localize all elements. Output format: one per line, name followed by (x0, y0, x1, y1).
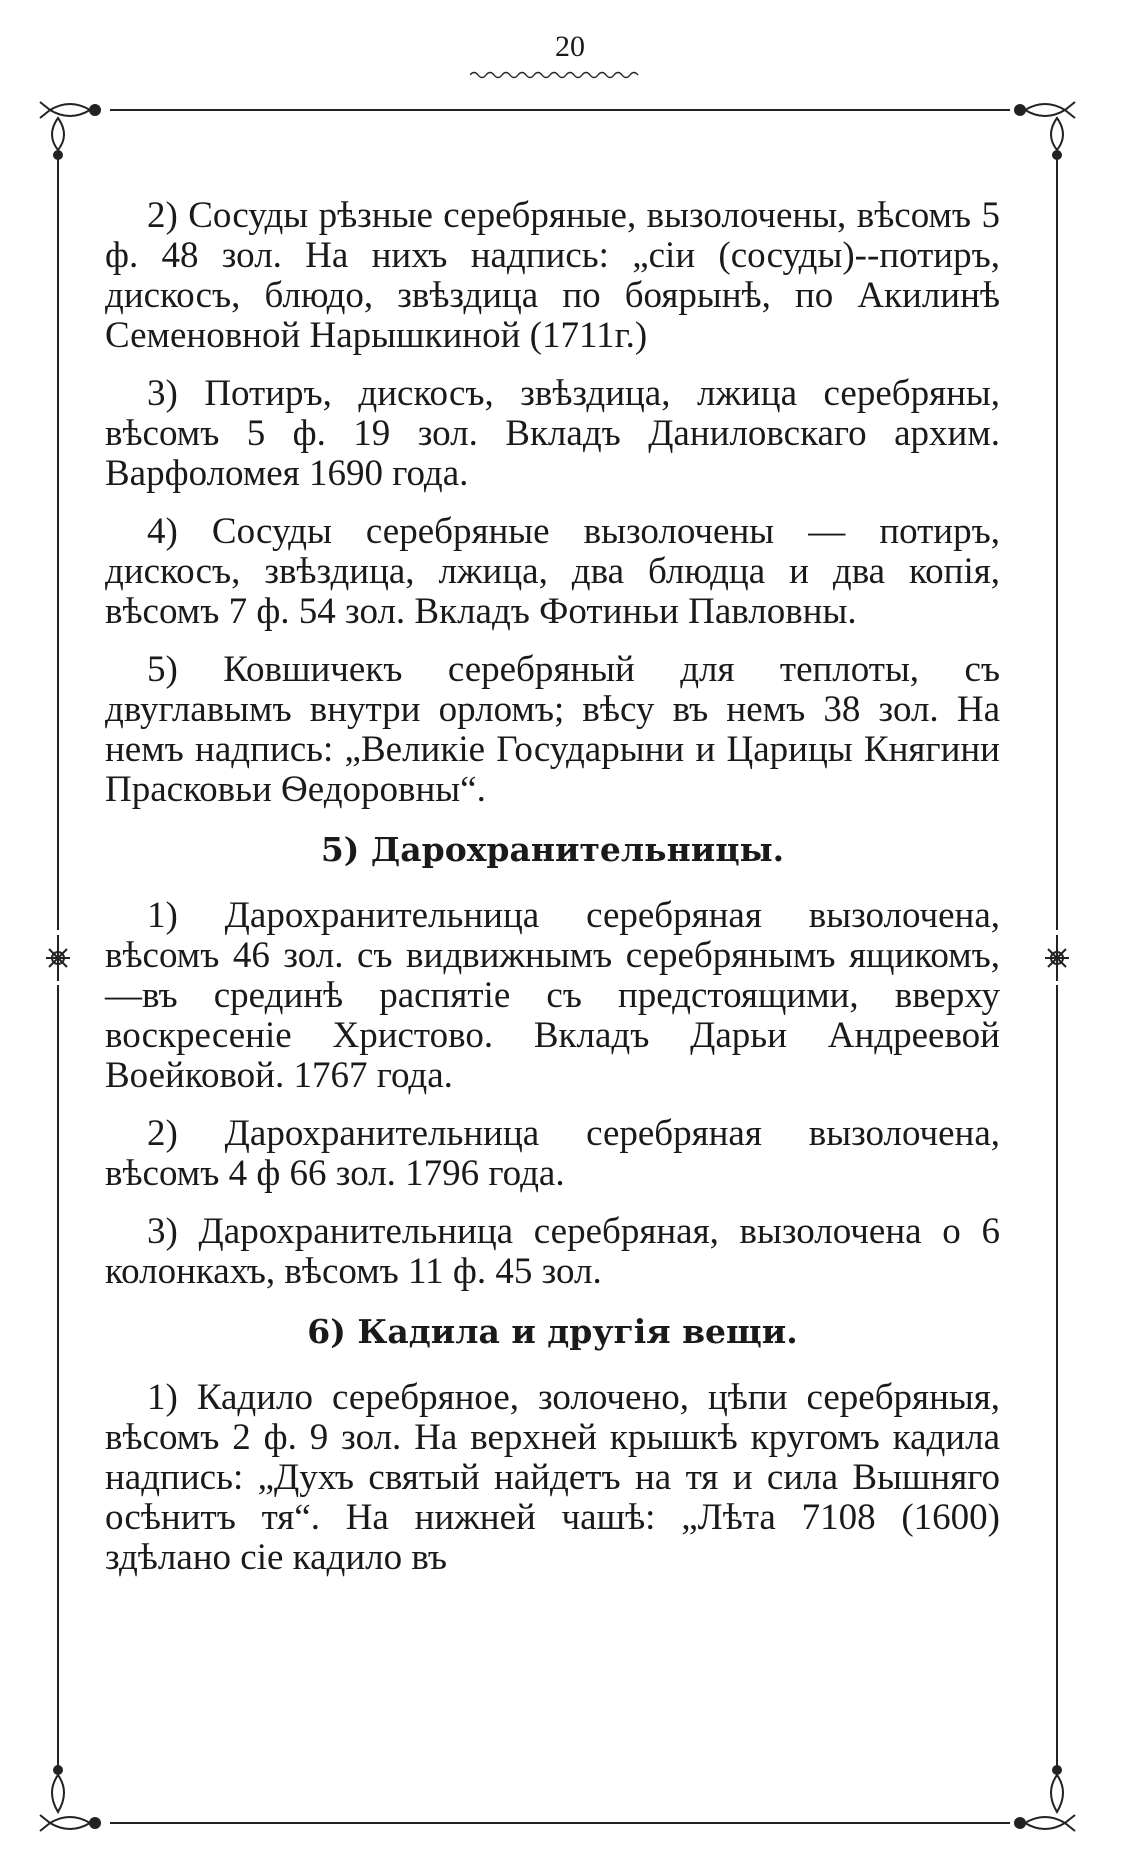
page-content (105, 196, 1000, 1596)
corner-ornament-top-right (1015, 102, 1075, 159)
corner-ornament-top-left (40, 102, 100, 159)
paragraph-censer-1: 1) Кадило серебряное, золочено, цѣпи серебряныя, вѣсомъ 2 ф. 9 зол. На верхней крышкѣ кругомъ кадила надпись: „Духъ святый найдетъ на тя и сила Вышняго осѣнитъ тя“. На нижней чашѣ: „Лѣта 7108 (1600) здѣлано сіе кадило въ (105, 1377, 1000, 1578)
paragraph-item-3: 3) Потиръ, дискосъ, звѣздица, лжица серебряны, вѣсомъ 5 ф. 19 зол. Вкладъ Даниловскаго архим. Варфоломея 1690 года. (105, 373, 1000, 494)
paragraph-tabernacle-3: 3) Дарохранительница серебряная, вызолочена о 6 колонкахъ, вѣсомъ 11 ф. 45 зол. (105, 1211, 1000, 1292)
paragraph-item-4: 4) Сосуды серебряные вызолочены — потиръ, дискосъ, звѣздица, лжица, два блюдца и два копія, вѣсомъ 7 ф. 54 зол. Вкладъ Фотиньи Павловны. (105, 511, 1000, 632)
page-number: 20 (555, 30, 585, 63)
paragraph-item-2: 2) Сосуды рѣзные серебряные, вызолочены, вѣсомъ 5 ф. 48 зол. На нихъ надпись: „сіи (сосуды)--потиръ, дискосъ, блюдо, звѣздица по боярынѣ, по Акилинѣ Семеновной Нарышкиной (1711г.) (105, 195, 1000, 356)
paragraph-item-5: 5) Ковшичекъ серебряный для теплоты, съ двуглавымъ внутри орломъ; вѣсу въ немъ 38 зол. На немъ надпись: „Великіе Государыни и Царицы Княгини Прасковьи Ѳедоровны“. (105, 649, 1000, 810)
side-ornament-left (46, 935, 70, 981)
paragraph-tabernacle-1: 1) Дарохранительница серебряная вызолочена, вѣсомъ 46 зол. съ видвижнымъ серебрянымъ ящикомъ,—въ срединѣ распятіе съ предстоящими, вверху воскресеніе Христово. Вкладъ Дарьи Андреевой Воейковой. 1767 года. (105, 895, 1000, 1096)
section-heading-censers: 6) Кадила и другія вещи. (307, 1312, 798, 1351)
corner-ornament-bottom-left (40, 1766, 100, 1831)
side-ornament-right (1045, 935, 1069, 981)
section-heading-tabernacles: 5) Дарохранительницы. (320, 830, 785, 869)
paragraph-tabernacle-2: 2) Дарохранительница серебряная вызолочена, вѣсомъ 4 ф 66 зол. 1796 года. (105, 1113, 1000, 1194)
corner-ornament-bottom-right (1015, 1766, 1075, 1831)
